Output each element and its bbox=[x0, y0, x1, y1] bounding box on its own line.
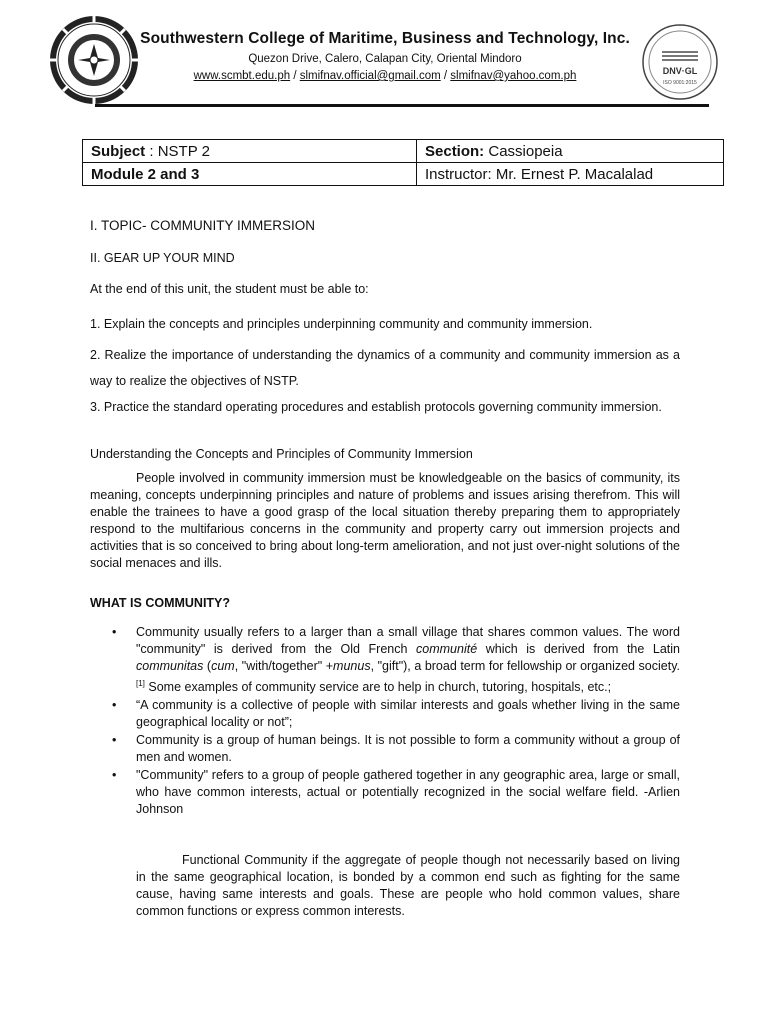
table-row bbox=[83, 163, 724, 186]
institution-address: Quezon Drive, Calero, Calapan City, Oriental Mindoro bbox=[248, 53, 522, 65]
section-label: Section: bbox=[425, 142, 485, 160]
cert-logo-text: DNV·GL bbox=[662, 66, 698, 76]
table-row bbox=[83, 140, 724, 163]
objectives-intro: At the end of this unit, the student must be able to: bbox=[90, 282, 369, 296]
functional-community-paragraph: Functional Community if the aggregate of people though not necessarily based on living in the same geographical location, is bonded by a common end such as fighting for the same cause, having same interests and goals. These are people who hold common values, share common functions or express common interests. bbox=[136, 853, 680, 918]
header-divider bbox=[95, 104, 709, 107]
section-value: Cassiopeia bbox=[484, 142, 563, 160]
certification-logo bbox=[640, 22, 720, 102]
italic-term: cum bbox=[211, 659, 235, 673]
topic-heading: I. TOPIC- COMMUNITY IMMERSION bbox=[90, 218, 316, 233]
footnote-ref[interactable]: [1] bbox=[136, 679, 145, 688]
list-item bbox=[90, 624, 680, 696]
module-cell: Module 2 and 3 bbox=[83, 163, 417, 186]
list-item-text: “A community is a collective of people with similar interests and goals whether living in the same geographical locality or not”; bbox=[136, 698, 680, 730]
list-item-text: Community is a group of human beings. It is not possible to form a community without a group of men and women. bbox=[136, 733, 680, 765]
bullet-icon: • bbox=[112, 625, 117, 639]
italic-term: munus bbox=[333, 659, 371, 673]
objective-1: 1. Explain the concepts and principles underpinning community and community immersion. bbox=[90, 317, 593, 331]
contact-links bbox=[120, 70, 650, 82]
email-link-official[interactable]: slmifnav.official@gmail.com bbox=[299, 70, 441, 82]
bullet-icon: • bbox=[112, 698, 117, 713]
institution-name: Southwestern College of Maritime, Business and Technology, Inc. bbox=[140, 30, 630, 47]
gear-up-heading: II. GEAR UP YOUR MIND bbox=[90, 251, 235, 265]
objective-2: 2. Realize the importance of understanding the dynamics of a community and community immersion as a way to realize the objectives of NSTP. bbox=[90, 348, 680, 388]
italic-term: communité bbox=[416, 642, 478, 656]
text-run: , "with/together" + bbox=[234, 659, 334, 673]
italic-term: communitas bbox=[136, 659, 204, 673]
certification-seal-icon bbox=[640, 22, 720, 102]
email-link-yahoo[interactable]: slmifnav@yahoo.com.ph bbox=[450, 70, 577, 82]
list-item bbox=[90, 697, 680, 731]
text-run: , "gift"), a broad term for fellowship or organized society. bbox=[370, 659, 680, 673]
subject-label: Subject bbox=[91, 142, 146, 160]
cert-iso-text: ISO 9001:2015 bbox=[663, 80, 697, 86]
text-run: Some examples of community service are to help in church, tutoring, hospitals, etc.; bbox=[144, 680, 612, 695]
understanding-heading: Understanding the Concepts and Principles of Community Immersion bbox=[90, 447, 473, 461]
what-is-community-heading: WHAT IS COMMUNITY? bbox=[90, 596, 231, 610]
understanding-paragraph: People involved in community immersion must be knowledgeable on the basics of community, its meaning, concepts underpinning principles and nature of problems and issues arising therefrom. This will enable the trainees to have a good grasp of the local situation thereby preparing them to appropriately respond to the multifarious concerns in the community and property carry out immersion projects and activities that is so conceived to bring about long-term amelioration, and not just over-night solutions of the social menaces and ills. bbox=[90, 471, 680, 570]
bullet-icon: • bbox=[112, 768, 117, 783]
objective-3: 3. Practice the standard operating procedures and establish protocols governing community immersion. bbox=[90, 400, 662, 414]
list-item bbox=[90, 767, 680, 818]
subject-cell bbox=[83, 140, 417, 163]
list-item bbox=[90, 732, 680, 766]
subject-separator: : bbox=[145, 142, 158, 160]
link-separator: / bbox=[440, 70, 451, 82]
text-run: which is derived from the Latin bbox=[477, 642, 680, 656]
instructor-cell: Instructor: Mr. Ernest P. Macalalad bbox=[417, 163, 724, 186]
text-run: ( bbox=[203, 659, 212, 673]
link-separator: / bbox=[290, 70, 300, 82]
bullet-icon: • bbox=[112, 733, 117, 748]
list-item-text: "Community" refers to a group of people gathered together in any geographic area, large or small, who have common interests, actual or potentially recognized in the social welfare field. -Arlien Johnson bbox=[136, 768, 680, 817]
text-run: Community usually refers to a larger than a small village that shares common values. The word "community" is derived from the Old French bbox=[136, 625, 680, 656]
community-definitions-list bbox=[90, 624, 680, 819]
website-link[interactable]: www.scmbt.edu.ph bbox=[193, 70, 291, 82]
section-cell bbox=[417, 140, 724, 163]
course-info-table bbox=[82, 139, 724, 186]
subject-value: NSTP 2 bbox=[157, 142, 210, 160]
